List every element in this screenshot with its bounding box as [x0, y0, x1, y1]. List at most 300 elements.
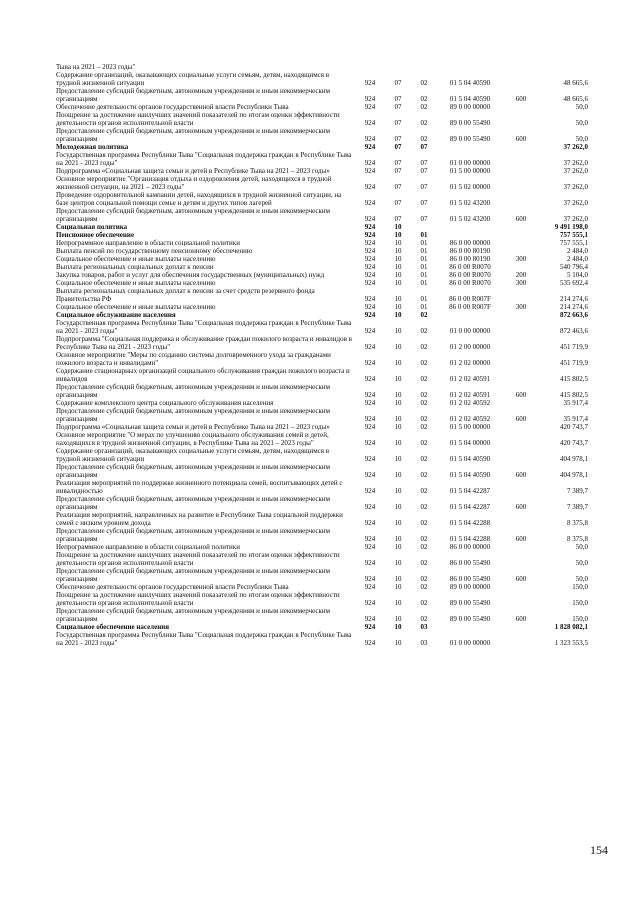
section-code-cell: 10 [394, 255, 402, 263]
table-row [56, 423, 616, 431]
amount-cell: 420 743,7 [560, 439, 588, 447]
admin-code-cell: 924 [364, 487, 376, 495]
section-code-cell: 10 [394, 327, 402, 335]
amount-cell: 37 262,0 [563, 143, 588, 151]
table-row [56, 399, 616, 407]
admin-code-cell: 924 [364, 303, 376, 311]
admin-code-cell: 924 [364, 215, 376, 223]
section-code-cell: 10 [394, 559, 402, 567]
table-row [56, 223, 616, 231]
subsection-code-cell: 02 [420, 399, 428, 407]
section-code-cell: 07 [394, 95, 402, 103]
expense-type-cell: 600 [515, 391, 527, 399]
subsection-code-cell: 02 [420, 375, 428, 383]
subsection-code-cell: 02 [420, 455, 428, 463]
expense-type-cell: 600 [515, 471, 527, 479]
table-row [56, 103, 616, 111]
section-code-cell: 10 [394, 343, 402, 351]
target-article-cell: 01 2 02 40592 [449, 415, 491, 423]
target-article-cell: 86 0 00 00000 [449, 239, 491, 247]
section-code-cell: 10 [394, 615, 402, 623]
target-article-cell: 01 5 02 43200 [449, 199, 491, 207]
table-row [56, 367, 616, 383]
table-row [56, 279, 616, 287]
subsection-code-cell: 02 [420, 599, 428, 607]
table-row [56, 407, 616, 423]
subsection-code-cell: 01 [420, 303, 428, 311]
section-code-cell: 10 [394, 639, 402, 647]
admin-code-cell: 924 [364, 359, 376, 367]
admin-code-cell: 924 [364, 535, 376, 543]
row-name-cell: Предоставление субсидий бюджетным, автономным учреждениям и иным некоммерческим организациям [56, 87, 331, 103]
admin-code-cell: 924 [364, 167, 376, 175]
section-code-cell: 10 [394, 415, 402, 423]
section-code-cell: 10 [394, 359, 402, 367]
section-code-cell: 10 [394, 399, 402, 407]
target-article-cell: 01 5 00 00000 [449, 167, 491, 175]
table-row [56, 127, 616, 143]
section-code-cell: 10 [394, 599, 402, 607]
row-name-cell: Государственная программа Республики Тыва "Социальная поддержка граждан в Республике Тыва на 2021 - 2023 годы" [56, 631, 352, 647]
amount-cell: 37 262,0 [563, 183, 588, 191]
target-article-cell: 86 0 00 R0070 [449, 271, 491, 279]
amount-cell: 37 262,0 [563, 199, 588, 207]
section-code-cell: 10 [394, 231, 402, 239]
row-name-cell: Подпрограмма «Социальная защита семьи и детей в Республике Тыва на 2021 – 2023 годы» [56, 167, 330, 175]
row-name-cell: Социальное обеспечение и иные выплаты населению [56, 255, 216, 263]
subsection-code-cell: 02 [420, 311, 428, 319]
table-row [56, 623, 616, 631]
row-name-cell: Основное мероприятие "Организация отдыха и оздоровления детей, находящихся в трудной жизненной ситуации, на 2021 – 2023 годы" [56, 175, 332, 191]
target-article-cell: 89 0 00 00000 [449, 583, 491, 591]
admin-code-cell: 924 [364, 79, 376, 87]
table-row [56, 271, 616, 279]
admin-code-cell: 924 [364, 639, 376, 647]
table-row [56, 583, 616, 591]
amount-cell: 37 262,0 [563, 167, 588, 175]
target-article-cell: 01 5 04 40590 [449, 471, 491, 479]
row-name-cell: Предоставление субсидий бюджетным, автономным учреждениям и иным некоммерческим организациям [56, 207, 331, 223]
subsection-code-cell: 01 [420, 295, 428, 303]
row-name-cell: Содержание комплексного центра социального обслуживания населения [56, 399, 274, 407]
amount-cell: 872 663,6 [560, 311, 588, 319]
admin-code-cell: 924 [364, 223, 376, 231]
table-row [56, 191, 616, 207]
expense-type-cell: 600 [515, 135, 527, 143]
admin-code-cell: 924 [364, 375, 376, 383]
subsection-code-cell: 02 [420, 343, 428, 351]
row-name-cell: Подпрограмма «Социальная защита семьи и детей в Республике Тыва на 2021 – 2023 годы» [56, 423, 330, 431]
table-row [56, 111, 616, 127]
section-code-cell: 10 [394, 535, 402, 543]
admin-code-cell: 924 [364, 295, 376, 303]
amount-cell: 35 917,4 [563, 415, 588, 423]
target-article-cell: 01 5 02 43200 [449, 215, 491, 223]
row-name-cell: Проведение оздоровительной кампании детей, находящихся в трудной жизненной ситуации, на базе центров социальной помощи семье и детям и других типов лагерей [56, 191, 342, 207]
target-article-cell: 01 5 04 42288 [449, 535, 491, 543]
target-article-cell: 86 0 00 R0070 [449, 263, 491, 271]
admin-code-cell: 924 [364, 415, 376, 423]
row-name-cell: Предоставление субсидий бюджетным, автономным учреждениям и иным некоммерческим организациям [56, 407, 331, 423]
subsection-code-cell: 02 [420, 423, 428, 431]
amount-cell: 535 692,4 [560, 279, 588, 287]
expense-type-cell: 300 [515, 255, 527, 263]
target-article-cell: 01 2 02 40591 [449, 391, 491, 399]
amount-cell: 150,0 [572, 583, 588, 591]
table-row [56, 383, 616, 399]
row-name-cell: Государственная программа Республики Тыва "Социальная поддержка граждан в Республике Тыва на 2021 - 2023 годы" [56, 319, 352, 335]
expense-type-cell: 600 [515, 95, 527, 103]
section-code-cell: 07 [394, 199, 402, 207]
amount-cell: 48 665,6 [563, 95, 588, 103]
section-code-cell: 07 [394, 183, 402, 191]
subsection-code-cell: 02 [420, 103, 428, 111]
amount-cell: 2 484,0 [567, 247, 588, 255]
section-code-cell: 10 [394, 487, 402, 495]
admin-code-cell: 924 [364, 135, 376, 143]
row-name-cell: Обеспечение деятельности органов государственной власти Республики Тыва [56, 103, 289, 111]
page-number: 154 [590, 843, 608, 857]
subsection-code-cell: 02 [420, 615, 428, 623]
admin-code-cell: 924 [364, 255, 376, 263]
amount-cell: 404 978,1 [560, 455, 588, 463]
section-code-cell: 10 [394, 519, 402, 527]
admin-code-cell: 924 [364, 95, 376, 103]
subsection-code-cell: 02 [420, 119, 428, 127]
subsection-code-cell: 02 [420, 439, 428, 447]
section-code-cell: 10 [394, 623, 402, 631]
row-name-cell: Подпрограмма "Социальная поддержка и обслуживание граждан пожилого возраста и инвалидов в Республике Тыва на 2021 - 2023 годы" [56, 335, 352, 351]
row-name-cell: Выплата региональных социальных доплат к пенсии за счет средств резервного фонда Правительства РФ [56, 287, 315, 303]
row-name-cell: Поощрение за достижение наилучших значений показателей по итогам оценки эффективности деятельности органов исполнительной власти [56, 111, 340, 127]
section-code-cell: 07 [394, 119, 402, 127]
target-article-cell: 01 2 02 00000 [449, 359, 491, 367]
admin-code-cell: 924 [364, 103, 376, 111]
table-row [56, 247, 616, 255]
expense-type-cell: 600 [515, 503, 527, 511]
table-row [56, 207, 616, 223]
row-name-cell: Предоставление субсидий бюджетным, автономным учреждениям и иным некоммерческим организациям [56, 383, 331, 399]
section-code-cell: 10 [394, 575, 402, 583]
amount-cell: 415 802,5 [560, 375, 588, 383]
table-row [56, 303, 616, 311]
target-article-cell: 01 2 00 00000 [449, 343, 491, 351]
amount-cell: 872 463,6 [560, 327, 588, 335]
section-code-cell: 10 [394, 439, 402, 447]
amount-cell: 5 104,0 [567, 271, 588, 279]
subsection-code-cell: 02 [420, 471, 428, 479]
row-name-cell: Поощрение за достижение наилучших значений показателей по итогам оценки эффективности деятельности органов исполнительной власти [56, 591, 340, 607]
section-code-cell: 10 [394, 271, 402, 279]
subsection-code-cell: 02 [420, 135, 428, 143]
admin-code-cell: 924 [364, 271, 376, 279]
subsection-code-cell: 02 [420, 359, 428, 367]
section-code-cell: 10 [394, 279, 402, 287]
admin-code-cell: 924 [364, 455, 376, 463]
section-code-cell: 07 [394, 159, 402, 167]
table-row [56, 495, 616, 511]
table-row [56, 71, 616, 87]
row-name-cell: Предоставление субсидий бюджетным, автономным учреждениям и иным некоммерческим организациям [56, 567, 331, 583]
row-name-cell: Предоставление субсидий бюджетным, автономным учреждениям и иным некоммерческим организациям [56, 463, 331, 479]
row-name-cell: Социальное обеспечение и иные выплаты населению [56, 279, 216, 287]
amount-cell: 150,0 [572, 599, 588, 607]
row-name-cell: Закупка товаров, работ и услуг для обеспечения государственных (муниципальных) нужд [56, 271, 325, 279]
subsection-code-cell: 01 [420, 255, 428, 263]
target-article-cell: 89 0 00 55490 [449, 599, 491, 607]
table-row [56, 319, 616, 335]
row-name-cell: Молодежная политика [56, 143, 129, 151]
subsection-code-cell: 02 [420, 95, 428, 103]
amount-cell: 50,0 [575, 119, 588, 127]
row-name-cell: Поощрение за достижение наилучших значений показателей по итогам оценки эффективности деятельности органов исполнительной власти [56, 551, 340, 567]
table-row [56, 479, 616, 495]
amount-cell: 35 917,4 [563, 399, 588, 407]
amount-cell: 540 796,4 [560, 263, 588, 271]
amount-cell: 37 262,0 [563, 159, 588, 167]
subsection-code-cell: 02 [420, 575, 428, 583]
table-row [56, 167, 616, 175]
amount-cell: 50,0 [575, 103, 588, 111]
expense-type-cell: 600 [515, 415, 527, 423]
section-code-cell: 10 [394, 543, 402, 551]
section-code-cell: 07 [394, 103, 402, 111]
target-article-cell: 01 5 04 40590 [449, 79, 491, 87]
subsection-code-cell: 02 [420, 559, 428, 567]
section-code-cell: 10 [394, 583, 402, 591]
amount-cell: 48 665,6 [563, 79, 588, 87]
section-code-cell: 07 [394, 79, 402, 87]
section-code-cell: 10 [394, 375, 402, 383]
amount-cell: 757 555,1 [560, 239, 588, 247]
target-article-cell: 86 0 00 R007F [449, 303, 491, 311]
table-row [56, 255, 616, 263]
subsection-code-cell: 01 [420, 263, 428, 271]
subsection-code-cell: 02 [420, 487, 428, 495]
section-code-cell: 10 [394, 391, 402, 399]
subsection-code-cell: 02 [420, 503, 428, 511]
table-row [56, 631, 616, 647]
amount-cell: 8 375,8 [567, 535, 588, 543]
target-article-cell: 01 0 00 00000 [449, 327, 491, 335]
amount-cell: 37 262,0 [563, 215, 588, 223]
subsection-code-cell: 02 [420, 415, 428, 423]
target-article-cell: 89 0 00 55490 [449, 119, 491, 127]
target-article-cell: 01 0 00 00000 [449, 159, 491, 167]
admin-code-cell: 924 [364, 423, 376, 431]
expense-type-cell: 600 [515, 535, 527, 543]
table-row [56, 143, 616, 151]
table-row [56, 591, 616, 607]
expense-type-cell: 600 [515, 575, 527, 583]
admin-code-cell: 924 [364, 159, 376, 167]
expense-type-cell: 600 [515, 215, 527, 223]
section-code-cell: 10 [394, 223, 402, 231]
target-article-cell: 01 5 04 40590 [449, 95, 491, 103]
target-article-cell: 86 0 00 00000 [449, 543, 491, 551]
amount-cell: 7 389,7 [567, 503, 588, 511]
admin-code-cell: 924 [364, 575, 376, 583]
row-name-cell: Основное мероприятие "Меры по созданию системы долговременного ухода за гражданами пожилого возраста и инвалидами" [56, 351, 331, 367]
target-article-cell: 01 5 00 00000 [449, 423, 491, 431]
amount-cell: 2 484,0 [567, 255, 588, 263]
row-name-cell: Предоставление субсидий бюджетным, автономным учреждениям и иным некоммерческим организациям [56, 527, 331, 543]
section-code-cell: 10 [394, 455, 402, 463]
table-row [56, 239, 616, 247]
admin-code-cell: 924 [364, 327, 376, 335]
budget-table [56, 63, 616, 647]
section-code-cell: 10 [394, 503, 402, 511]
section-code-cell: 10 [394, 423, 402, 431]
table-row [56, 151, 616, 167]
admin-code-cell: 924 [364, 279, 376, 287]
amount-cell: 150,0 [572, 615, 588, 623]
target-article-cell: 01 0 00 00000 [449, 639, 491, 647]
table-row [56, 351, 616, 367]
target-article-cell: 01 5 02 00000 [449, 183, 491, 191]
subsection-code-cell: 01 [420, 231, 428, 239]
subsection-code-cell: 01 [420, 239, 428, 247]
subsection-code-cell: 01 [420, 247, 428, 255]
subsection-code-cell: 07 [420, 167, 428, 175]
subsection-code-cell: 02 [420, 391, 428, 399]
amount-cell: 50,0 [575, 559, 588, 567]
table-row [56, 567, 616, 583]
admin-code-cell: 924 [364, 583, 376, 591]
section-code-cell: 07 [394, 215, 402, 223]
row-name-cell: Выплата региональных социальных доплат к пенсии [56, 263, 214, 271]
row-name-cell: Содержание стационарных организаций социального обслуживания граждан пожилого возраста и инвалидов [56, 367, 350, 383]
table-row [56, 551, 616, 567]
table-row [56, 287, 616, 303]
target-article-cell: 01 5 04 42287 [449, 503, 491, 511]
amount-cell: 50,0 [575, 135, 588, 143]
subsection-code-cell: 02 [420, 543, 428, 551]
amount-cell: 8 375,8 [567, 519, 588, 527]
admin-code-cell: 924 [364, 399, 376, 407]
admin-code-cell: 924 [364, 471, 376, 479]
target-article-cell: 86 0 00 80190 [449, 247, 491, 255]
table-row [56, 231, 616, 239]
row-name-cell: Обеспечение деятельности органов государственной власти Республики Тыва [56, 583, 289, 591]
subsection-code-cell: 01 [420, 279, 428, 287]
subsection-code-cell: 02 [420, 535, 428, 543]
amount-cell: 757 555,1 [560, 231, 588, 239]
amount-cell: 1 323 553,5 [554, 639, 588, 647]
table-row [56, 311, 616, 319]
target-article-cell: 01 2 02 40591 [449, 375, 491, 383]
table-row [56, 431, 616, 447]
expense-type-cell: 300 [515, 279, 527, 287]
amount-cell: 404 978,1 [560, 471, 588, 479]
subsection-code-cell: 02 [420, 327, 428, 335]
admin-code-cell: 924 [364, 623, 376, 631]
row-name-cell: Основное мероприятие "О мерах по улучшению социального обслуживания семей и детей, находящихся в трудной жизненной ситуации, в Республике Тыва на 2021 – 2023 годы" [56, 431, 329, 447]
table-row [56, 527, 616, 543]
subsection-code-cell: 02 [420, 519, 428, 527]
target-article-cell: 01 5 04 42287 [449, 487, 491, 495]
target-article-cell: 01 2 02 40592 [449, 399, 491, 407]
table-row [56, 175, 616, 191]
admin-code-cell: 924 [364, 439, 376, 447]
subsection-code-cell: 07 [420, 215, 428, 223]
target-article-cell: 86 0 00 55490 [449, 559, 491, 567]
row-name-cell: Предоставление субсидий бюджетным, автономным учреждениям и иным некоммерческим организациям [56, 127, 331, 143]
row-name-cell: Предоставление субсидий бюджетным, автономным учреждениям и иным некоммерческим организациям [56, 607, 331, 623]
subsection-code-cell: 07 [420, 143, 428, 151]
amount-cell: 9 491 198,0 [554, 223, 588, 231]
subsection-code-cell: 02 [420, 583, 428, 591]
subsection-code-cell: 07 [420, 159, 428, 167]
section-code-cell: 10 [394, 239, 402, 247]
table-row [56, 263, 616, 271]
amount-cell: 451 719,9 [560, 359, 588, 367]
expense-type-cell: 200 [515, 271, 527, 279]
row-name-cell: Содержание организаций, оказывающих социальные услуги семьям, детям, находящимся в трудной жизненной ситуации [56, 447, 330, 463]
section-code-cell: 10 [394, 295, 402, 303]
section-code-cell: 07 [394, 143, 402, 151]
row-name-cell: Непрограммное направление в области социальной политики [56, 543, 240, 551]
admin-code-cell: 924 [364, 143, 376, 151]
row-name-cell: Государственная программа Республики Тыва "Социальная поддержка граждан в Республике Тыва на 2021 - 2023 годы" [56, 151, 352, 167]
subsection-code-cell: 01 [420, 271, 428, 279]
row-name-cell: Содержание организаций, оказывающих социальные услуги семьям, детям, находящимся в трудной жизненной ситуации [56, 71, 330, 87]
admin-code-cell: 924 [364, 391, 376, 399]
row-name-cell: Социальное обеспечение и иные выплаты населению [56, 303, 216, 311]
admin-code-cell: 924 [364, 119, 376, 127]
table-row [56, 87, 616, 103]
admin-code-cell: 924 [364, 239, 376, 247]
table-row [56, 335, 616, 351]
table-row [56, 447, 616, 463]
row-name-cell: Пенсионное обеспечение [56, 231, 135, 239]
subsection-code-cell: 07 [420, 183, 428, 191]
table-row [56, 63, 616, 71]
target-article-cell: 01 5 04 40590 [449, 455, 491, 463]
table-row [56, 543, 616, 551]
subsection-code-cell: 02 [420, 79, 428, 87]
row-name-cell: Предоставление субсидий бюджетным, автономным учреждениям и иным некоммерческим организациям [56, 495, 331, 511]
amount-cell: 50,0 [575, 543, 588, 551]
amount-cell: 214 274,6 [560, 295, 588, 303]
target-article-cell: 89 0 00 55490 [449, 615, 491, 623]
row-name-cell: Выплата пенсий по государственному пенсионному обеспечению [56, 247, 253, 255]
target-article-cell: 01 5 04 42288 [449, 519, 491, 527]
subsection-code-cell: 03 [420, 639, 428, 647]
target-article-cell: 89 0 00 55490 [449, 135, 491, 143]
target-article-cell: 86 0 00 R0070 [449, 279, 491, 287]
admin-code-cell: 924 [364, 543, 376, 551]
section-code-cell: 10 [394, 471, 402, 479]
target-article-cell: 86 0 00 80190 [449, 255, 491, 263]
row-name-cell: Социальное обслуживание населения [56, 311, 176, 319]
table-row [56, 511, 616, 527]
target-article-cell: 89 0 00 00000 [449, 103, 491, 111]
admin-code-cell: 924 [364, 311, 376, 319]
amount-cell: 420 743,7 [560, 423, 588, 431]
amount-cell: 7 389,7 [567, 487, 588, 495]
section-code-cell: 10 [394, 263, 402, 271]
admin-code-cell: 924 [364, 183, 376, 191]
expense-type-cell: 300 [515, 303, 527, 311]
section-code-cell: 10 [394, 311, 402, 319]
subsection-code-cell: 07 [420, 199, 428, 207]
admin-code-cell: 924 [364, 343, 376, 351]
section-code-cell: 10 [394, 247, 402, 255]
row-name-cell: Реализация мероприятий, направленных на развитие в Республике Тыва социальной поддержки семей с низким уровнем дохода [56, 511, 343, 527]
admin-code-cell: 924 [364, 263, 376, 271]
amount-cell: 1 828 082,1 [554, 623, 588, 631]
